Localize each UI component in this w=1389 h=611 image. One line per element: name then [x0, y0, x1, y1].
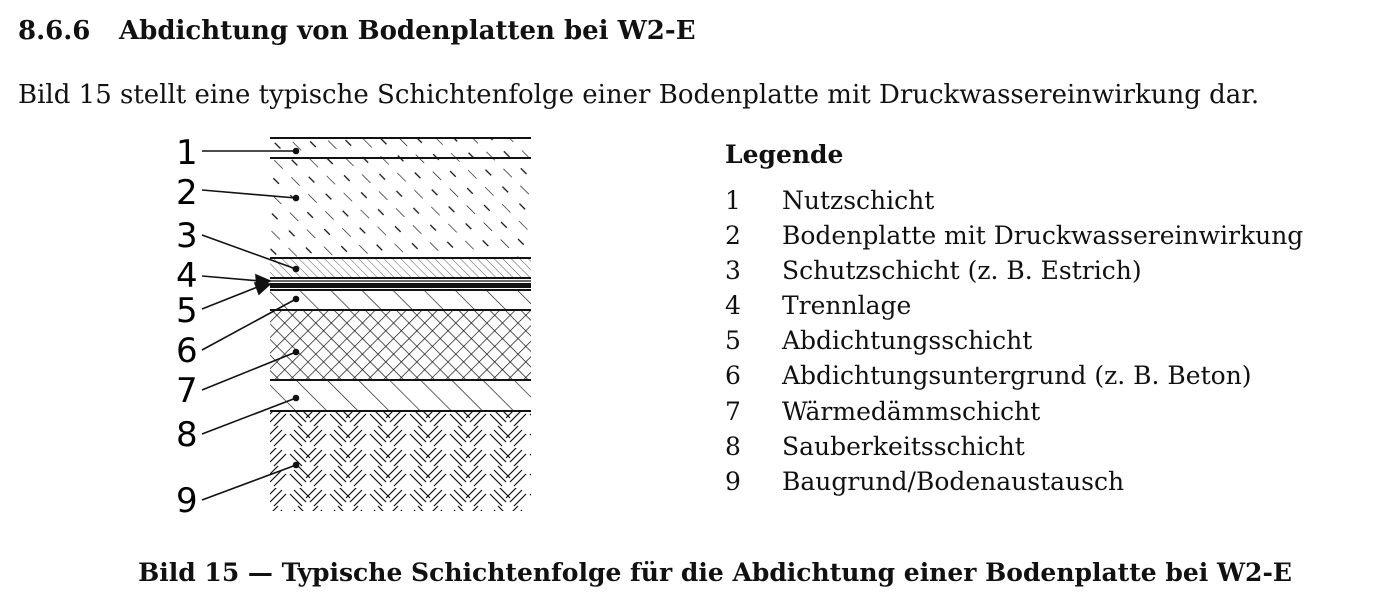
legend-item-number: 5: [725, 326, 741, 356]
figure-label-6: 6: [176, 331, 198, 371]
figure-label-5: 5: [176, 291, 198, 331]
layer-1-nutzschicht: [270, 138, 531, 158]
legend-list: [725, 183, 1303, 499]
legend-item-text: Wärmedämmschicht: [782, 396, 1041, 426]
section-number: 8.6.6: [18, 16, 91, 46]
figure-label-7: 7: [176, 371, 198, 411]
legend-item-number: 9: [725, 466, 741, 496]
layer-section-drawing: [168, 128, 548, 528]
legend-item: [725, 323, 1303, 358]
legend-item: [725, 464, 1303, 499]
layer-8-sauberkeitsschicht: [270, 380, 531, 411]
legend-item: [725, 253, 1303, 288]
legend-item-number: 2: [725, 221, 741, 251]
legend-item: [725, 358, 1303, 393]
figure-labels: [176, 133, 198, 521]
legend-item-number: 6: [725, 361, 741, 391]
legend-item-text: Abdichtungsuntergrund (z. B. Beton): [782, 361, 1252, 391]
legend-item-number: 7: [725, 396, 741, 426]
layer-6-abdichtungsuntergrund: [270, 290, 531, 310]
layer-9-baugrund: [270, 411, 531, 511]
intro-paragraph: Bild 15 stellt eine typische Schichtenfolge einer Bodenplatte mit Druckwassereinwirkung dar.: [18, 80, 1260, 110]
legend-item-number: 1: [725, 186, 741, 215]
section-heading: [18, 16, 696, 46]
legend-item: [725, 183, 1303, 218]
layer-section-figure: [168, 128, 548, 528]
legend-item-text: Baugrund/Bodenaustausch: [782, 466, 1125, 496]
layer-7-waermedaemmschicht: [270, 310, 531, 380]
legend-item-number: 8: [725, 431, 741, 461]
figure-label-3: 3: [176, 216, 198, 256]
figure-label-9: 9: [176, 481, 198, 521]
figure-label-2: 2: [176, 173, 198, 213]
figure-label-4: 4: [176, 256, 198, 296]
legend-item-text: Bodenplatte mit Druckwassereinwirkung: [782, 221, 1304, 251]
section-title: Abdichtung von Bodenplatten bei W2-E: [119, 16, 696, 46]
layer-5-abdichtungsschicht: [270, 283, 531, 288]
legend-item: [725, 218, 1303, 253]
legend-item-text: Trennlage: [782, 291, 912, 321]
legend-item-text: Abdichtungsschicht: [782, 326, 1033, 356]
legend-item-text: Schutzschicht (z. B. Estrich): [782, 256, 1142, 286]
figure-label-1: 1: [176, 133, 198, 173]
legend-item-number: 4: [725, 291, 741, 321]
layer-3-schutzschicht: [270, 258, 531, 278]
legend-item-text: Sauberkeitsschicht: [782, 431, 1025, 461]
legend-item: [725, 394, 1303, 429]
legend-item: [725, 288, 1303, 323]
legend-item-text: Nutzschicht: [782, 186, 935, 215]
layer-2-bodenplatte: [270, 158, 531, 258]
figure-caption: Bild 15 — Typische Schichtenfolge für die Abdichtung einer Bodenplatte bei W2-E: [138, 558, 1292, 587]
legend-item: [725, 429, 1303, 464]
legend-title: Legende: [725, 140, 844, 169]
figure-label-8: 8: [176, 415, 198, 455]
legend-item-number: 3: [725, 256, 741, 286]
